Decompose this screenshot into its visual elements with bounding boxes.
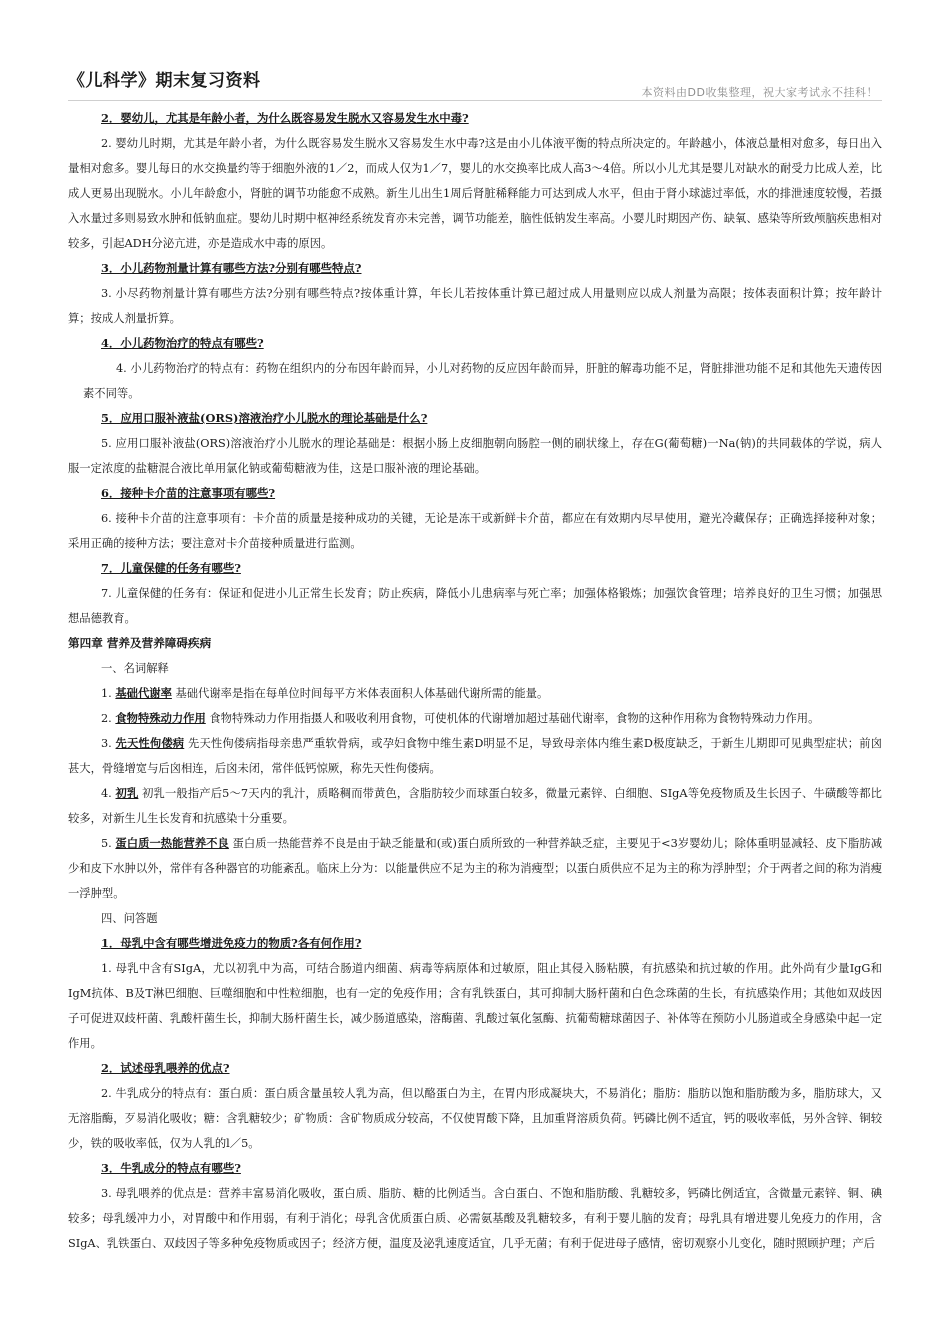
term-number: 2. bbox=[101, 712, 116, 725]
question-heading: 1．母乳中含有哪些增进免疫力的物质?各有何作用? bbox=[101, 936, 362, 950]
question-heading: 7．儿童保健的任务有哪些? bbox=[101, 561, 241, 575]
answer-paragraph: 1. 母乳中含有SIgA，尤以初乳中为高，可结合肠道内细菌、病毒等病原体和过敏原，阻止其侵入肠粘膜，有抗感染和抗过敏的作用。此外尚有少量IgG和IgM抗体、B及T淋巴细胞、巨噬细胞和中性粒细胞，也有一定的免疫作用；含有乳铁蛋白，其可抑制大肠杆菌和白色念珠菌的生长，有抗感染作用；其他如双歧因子可促进双歧杆菌、乳酸杆菌生长，抑制大肠杆菌生长，减少肠道感染，溶酶菌、乳酸过氧化氢酶、抗葡萄糖球菌因子、补体等在预防小儿肠道或全身感染中起一定作用。 bbox=[68, 962, 882, 1050]
term-definition bbox=[68, 781, 882, 831]
question-heading: 6．接种卡介苗的注意事项有哪些? bbox=[101, 486, 276, 500]
term-text: 先天性佝偻病指母亲患严重软骨病，或孕妇食物中维生素D明显不足，导致母亲体内维生素D极度缺乏，于新生儿期即可见典型症状；前囟甚大，骨缝增宽与后囟相连，后囟未闭，常伴低钙惊厥，称先天性佝偻病。 bbox=[68, 737, 882, 775]
document-body bbox=[68, 106, 882, 1256]
term-text: 蛋白质一热能营养不良是由于缺乏能量和(或)蛋白质所致的一种营养缺乏症，主要见于<3岁婴幼儿；除体重明显减轻、皮下脂肪减少和皮下水肿以外，常伴有各种器官的功能紊乱。临床上分为：以能量供应不足为主的称为消瘦型；以蛋白质供应不足为主的称为浮肿型；介于两者之间的称为消瘦一浮肿型。 bbox=[68, 837, 882, 900]
term-definition bbox=[68, 731, 882, 781]
question-heading: 2．试述母乳喂养的优点? bbox=[101, 1061, 230, 1075]
term-number: 5. bbox=[101, 837, 116, 850]
term-text: 初乳一般指产后5～7天内的乳汁，质略稠而带黄色，含脂肪较少而球蛋白较多，微量元素锌、白细胞、SIgA等免疫物质及生长因子、牛磺酸等都比较多，对新生儿生长发育和抗感染十分重要。 bbox=[68, 787, 882, 825]
answer-paragraph: 3. 母乳喂养的优点是：营养丰富易消化吸收，蛋白质、脂肪、糖的比例适当。含白蛋白、不饱和脂肪酸、乳糖较多，钙磷比例适宜，含微量元素锌、铜、碘较多；母乳缓冲力小，对胃酸中和作用弱，有利于消化；母乳含优质蛋白质、必需氨基酸及乳糖较多，有利于婴儿脑的发育；母乳具有增进婴儿免疫力的作用，含SIgA、乳铁蛋白、双歧因子等多种免疫物质或因子；经济方便，温度及泌乳速度适宜，几乎无菌；有利于促进母子感情，密切观察小儿变化，随时照顾护理；产后 bbox=[68, 1187, 882, 1250]
question-heading: 5．应用口服补液盐(ORS)溶液治疗小儿脱水的理论基础是什么? bbox=[101, 411, 428, 425]
term-number: 1. bbox=[101, 687, 116, 700]
answer-paragraph: 2. 婴幼儿时期，尤其是年龄小者，为什么既容易发生脱水又容易发生水中毒?这是由小儿体液平衡的特点所决定的。年龄越小，体液总量相对愈多，每日出入量相对愈多。婴儿每日的水交换量约等于细胞外液的1／2，而成人仅为1／7，婴儿的水交换率比成人高3～4倍。所以小儿尤其是婴儿对缺水的耐受力比成人差，比成人更易出现脱水。小儿年龄愈小，肾脏的调节功能愈不成熟。新生儿出生1周后肾脏稀释能力可达到成人水平，但由于肾小球滤过率低，水的排泄速度较慢，若摄入水量过多则易致水肿和低钠血症。婴幼儿时期中枢神经系统发育亦未完善，调节功能差，脑性低钠发生率高。小婴儿时期因产伤、缺氧、感染等所致颅脑疾患相对较多，引起ADH分泌亢进，亦是造成水中毒的原因。 bbox=[68, 137, 882, 250]
header-rule bbox=[68, 100, 882, 101]
term-name: 蛋白质一热能营养不良 bbox=[115, 836, 229, 850]
term-text: 食物特殊动力作用指摄人和吸收利用食物，可使机体的代谢增加超过基础代谢率，食物的这种作用称为食物特殊动力作用。 bbox=[205, 712, 820, 725]
answer-paragraph: 2. 牛乳成分的特点有：蛋白质：蛋白质含量虽较人乳为高，但以酪蛋白为主，在胃内形成凝块大，不易消化；脂肪：脂肪以饱和脂肪酸为多，脂肪球大，又无溶脂酶，歹易消化吸收；糖：含乳糖较少；矿物质：含矿物质成分较高，不仅使胃酸下降，且加重肾溶质负荷。钙磷比例不适宜，钙的吸收率低，另外含锌、铜较少，铁的吸收率低，仅为人乳的l／5。 bbox=[68, 1087, 882, 1150]
chapter-heading: 第四章 营养及营养障碍疾病 bbox=[68, 636, 212, 650]
section-heading: 四、问答题 bbox=[101, 912, 158, 925]
header-note: 本资料由DD收集整理，祝大家考试永不挂科！ bbox=[641, 86, 878, 99]
question-heading: 4．小儿药物治疗的特点有哪些? bbox=[101, 336, 264, 350]
term-name: 基础代谢率 bbox=[115, 686, 172, 700]
term-number: 3. bbox=[101, 737, 116, 750]
answer-paragraph: 7. 儿童保健的任务有：保证和促进小儿正常生长发育；防止疾病，降低小儿患病率与死亡率；加强体格锻炼；加强饮食管理；培养良好的卫生习惯；加强思想品德教育。 bbox=[68, 587, 882, 625]
question-heading: 3．小儿药物剂量计算有哪些方法?分别有哪些特点? bbox=[101, 261, 362, 275]
term-number: 4. bbox=[101, 787, 116, 800]
term-text: 基础代谢率是指在每单位时间每平方米体表面积人体基础代谢所需的能量。 bbox=[171, 687, 549, 700]
document-title: 《儿科学》期末复习资料 bbox=[68, 71, 261, 91]
question-heading: 3．牛乳成分的特点有哪些? bbox=[101, 1161, 241, 1175]
answer-paragraph: 6. 接种卡介苗的注意事项有：卡介苗的质量是接种成功的关键，无论是冻干或新鲜卡介苗，都应在有效期内尽早使用，避光冷藏保存；正确选择接种对象；采用正确的接种方法；要注意对卡介苗接种质量进行监测。 bbox=[68, 512, 882, 550]
term-name: 先天性佝偻病 bbox=[115, 736, 185, 750]
term-definition bbox=[68, 831, 882, 906]
question-heading: 2．婴幼儿，尤其是年龄小者，为什么既容易发生脱水又容易发生水中毒? bbox=[101, 111, 469, 125]
term-name: 初乳 bbox=[115, 786, 139, 800]
answer-paragraph: 5. 应用口服补液盐(ORS)溶液治疗小儿脱水的理论基础是：根据小肠上皮细胞朝向肠腔一侧的刷状缘上，存在G(葡萄糖)一Na(钠)的共同载体的学说，病人服一定浓度的盐糖混合液比单用氯化钠或葡萄糖液为佳，这是口服补液的理论基础。 bbox=[68, 437, 882, 475]
term-definition bbox=[68, 681, 882, 706]
section-heading: 一、名词解释 bbox=[101, 662, 169, 675]
answer-paragraph: 4. 小儿药物治疗的特点有：药物在组织内的分布因年龄而异，小儿对药物的反应因年龄而异，肝脏的解毒功能不足，肾脏排泄功能不足和其他先天遗传因素不同等。 bbox=[83, 362, 882, 400]
term-name: 食物特殊动力作用 bbox=[115, 711, 206, 725]
term-definition bbox=[68, 706, 882, 731]
answer-paragraph: 3. 小尽药物剂量计算有哪些方法?分别有哪些特点?按体重计算，年长儿若按体重计算已超过成人用量则应以成人剂量为高限；按体表面积计算；按年龄计算；按成人剂量折算。 bbox=[68, 287, 882, 325]
